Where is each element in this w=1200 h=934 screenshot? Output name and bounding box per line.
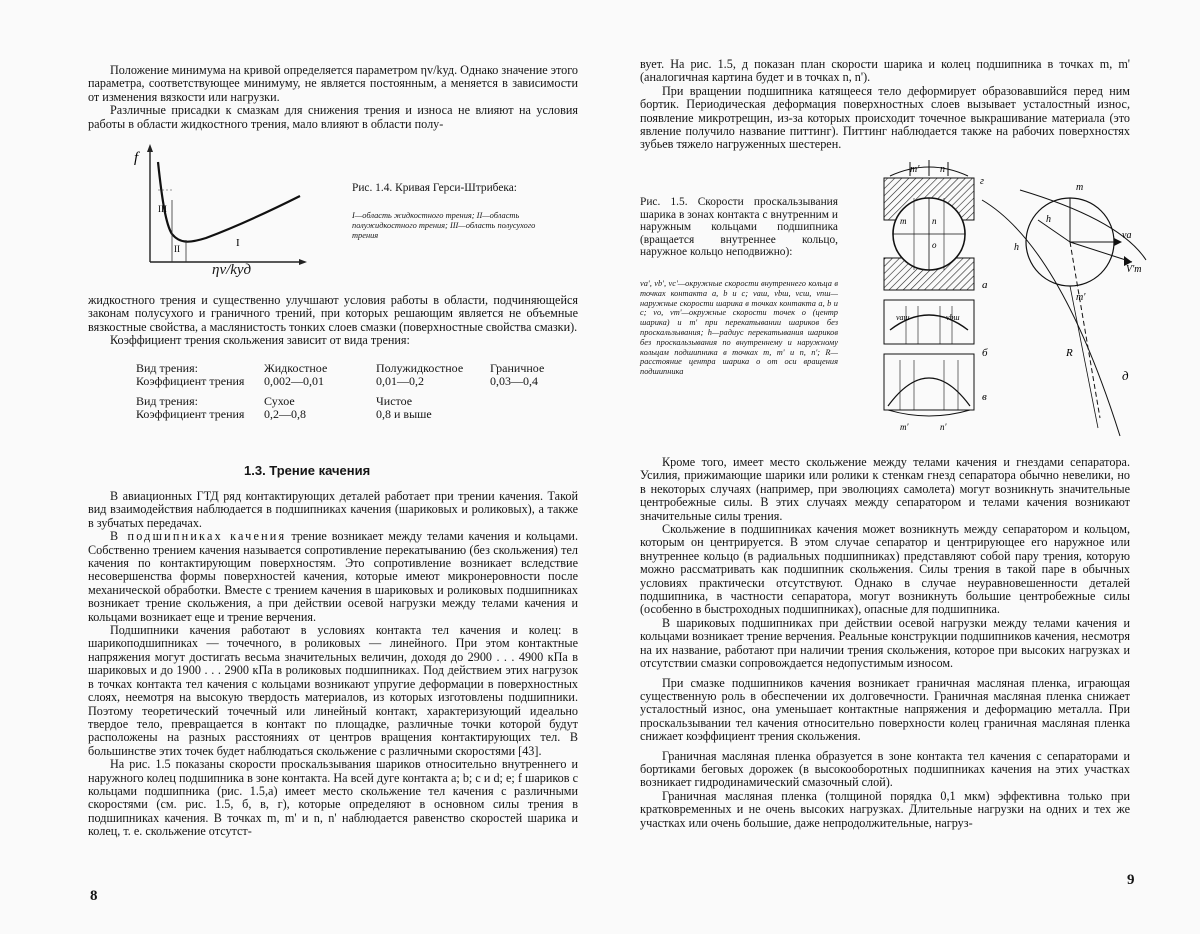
region-i-label: I [236,237,240,249]
svg-text:б: б [982,347,988,359]
ball-bearing-velocity-figure [870,160,1160,450]
table-row: Вид трения: Жидкостное Полужидкостное Граничное [136,361,545,375]
right-paragraph-body: Кроме того, имеет место скольжение между телами качения и гнездами сепаратора. Усилия, прижимающие шарики или ролики к стенкам гнезд сепаратора обычно невелики, но в некоторых случаях (например, при эволюциях самолета) могут возникнуть значительные центробежные силы. В этих случаях между сепаратором и телами качения возникают значительные силы трения. Скольжение в подшипниках качения может возникнуть между сепаратором и кольцом, которым он центрируется. В этом случае сепаратор и центрирующее его наружное или внутреннее кольцо (в радиальных подшипниках) представляют собой пару трения, которую можно рассматривать как подшипник скольжения. Силы трения в такой паре в обычных условиях практически отсутствуют. Однако в случае неуравновешенности деталей подшипника, в частности сепаратора, могут возникнуть большие центробежные силы (особенно в быстроходных подшипниках), опасные для подшипника. В шариковых подшипниках при действии осевой нагрузки между телами качения и кольцами возникает трение верчения. Реальные конструкции подшипников качения, несмотря на их название, работают при наличии трения скольжения, которое при высоких нагрузках и отсутствии смазки сопровождается недопустимым износом. При смазке подшипников качения возникает граничная масляная пленка, играющая существенную роль в обеспечении их долговечности. Граничная масляная пленка снижает усталостный износ, она уменьшает контактные напряжения и деформацию металла. При проскальзывании тел качения относительно поверхности колец граничная масляная пленка снижает коэффициент трения скольжения. Граничная масляная пленка образуется в зоне контакта тел качения с сепараторами и бортиками беговых дорожек (в высокооборотных подшипниках качения на этих участках возникает гидродинамический смазочный слой). Граничная масляная пленка (толщиной порядка 0,1 мкм) эффективна только при кратковременных и не очень высоких нагрузках. Длительные нагрузки на одних и тех же участках или очень большие, даже непродолжительные, нагруз- [640,455,1130,830]
svg-text:m': m' [1076,292,1086,303]
stribeck-curve-figure [128,140,308,280]
region-iii-label: III [158,204,167,214]
figure-1-5-caption: Рис. 1.5. Скорости проскальзывания шарика в зонах контакта с внутренним и наружным кольцами подшипника (вращается внутреннее кольцо, наружное кольцо неподвижно): [640,196,838,259]
svg-text:n: n [940,164,945,175]
region-ii-label: II [174,244,180,254]
svg-text:г: г [980,176,984,187]
svg-text:n': n' [940,422,947,432]
svg-text:h: h [1014,242,1019,253]
page-number-right: 9 [1127,872,1135,888]
table-row: Коэффициент трения 0,002—0,01 0,01—0,2 0,03—0,4 [136,374,538,389]
friction-coefficient-table [124,362,544,422]
svg-text:m: m [900,216,907,226]
svg-text:n: n [932,216,937,226]
left-paragraph-body: В авиационных ГТД ряд контактирующих деталей работает при трении качения. Такой вид взаимодействия наблюдается в подшипниках качения (шариковых и роликовых), а также в зубчатых передачах. В подшипниках качения трение возникает между телами качения и кольцами. Собственно трением качения называется сопротивление перекатыванию (без скольжения) тел качения по контактирующим поверхностям. Это сопротивление возникает вследствие несовершенства формы поверхностей качения, которые имеют микронеровности после механической обработки. Вместе с трением качения в шариковых и роликовых подшипниках возникает трение скольжения, а при действии осевой нагрузки между телами качения и кольцами возникает еще и трение верчения. Подшипники качения работают в условиях контакта тел качения и колец: в шарикоподшипниках — точечного, в роликовых — линейного. При этом контактные напряжения могут достигать весьма значительных величин, доходя до 2900 . . . 4900 кПа в шариковых и до 1900 . . . 2900 кПа в роликовых подшипниках. Под действием этих нагрузок в точках контакта тел качения с кольцами возникают упругие деформации в поверхностных слоях, неемотря на высокую твердость материалов, из которых изготовлены подшипники. Поэтому теоретический точечный или линейный контакт, характеризующий идеально твердое тело, превращается в контакт по площадке, различные точки которой будут расположены на разных расстояниях от центров вращения контактирующих тел. В большинстве этих точек будет наблюдаться скольжение с различными скоростями [43]. На рис. 1.5 показаны скорости проскальзывания шариков относительно внутреннего и наружного колец подшипника в зоне контакта. На всей дуге контакта a; b; c и d; e; f шариков с кольцами подшипника (рис. 1.5,a) имеет место скольжение тел качения с различными скоростями (см. рис. 1.5, б, в, г), которые определяют в основном силы трения в подшипниках качения. В точках m, m' и n, n' наблюдается равенство скоростей шарика и колец, т. е. скольжение отсутст- [88,489,578,839]
table-row: Вид трения: Сухое Чистое [136,393,413,408]
svg-text:в: в [982,391,987,403]
figure-1-4-legend: I—область жидкостного трения; II—область полужидкостного трения; III—область полусухого трения [352,211,536,240]
svg-text:V'm: V'm [1126,264,1142,275]
section-heading: 1.3. Трение качения [244,463,371,478]
svg-text:vа: vа [1122,230,1132,241]
left-paragraph-3: жидкостного трения и существенно улучшают условия работы в области, подчиняющейся законам полусухого и граничного трений, при которых решающим является не объемные вязкостные свойства, а маслянистость тонких слоев смазки (поверхностные свойства смазки). Коэффициент трения скольжения зависит от вида трения: [88,293,578,348]
svg-text:vаш: vаш [896,313,910,322]
svg-text:m': m' [910,164,920,175]
figure-1-5-legend: vа', vb', vc'—окружные скорости внутреннего кольца в точках контакта a, b и c; vаш, vbш, vcш, vnш—наружные скорости шарика в точках контакта a, b и c; vо, vm'—окружные скорости точек o (центр шарика) и m' при перекатывании шариков без проскальзывания; h—радиус перекатывания шариков без проскальзывания по внутреннему и наружному кольцам подшипника в точках m, m' и n, n'; R—расстояние центра шарика о от оси вращения подшипника [640,279,838,377]
svg-text:m': m' [900,422,909,432]
svg-text:vbш: vbш [946,313,960,322]
svg-text:m: m [1076,182,1084,193]
right-paragraph-top: вует. На рис. 1.5, д показан план скорости шарика и колец подшипника в точках m, m' (аналогичная картина будет и в точках n, n'). При вращении подшипника катящееся тело деформирует образовавшийся перед ним бортик. Периодическая деформация поверхностных слоев вызывает усталостный износ, появление микротрещин, из-за которых происходит точечное выкрашивание материала (это явление получило название питтинг). Питтинг наблюдается также на рабочих поверхностях зубьев тяжело нагруженных шестерен. [640,57,1130,152]
figure-1-4-caption: Рис. 1.4. Кривая Герси-Штрибека: [352,182,517,194]
right-page [600,0,1200,934]
left-paragraph-1: Положение минимума на кривой определяется параметром ηv/kуд. Однако значение этого параметра, соответствующее минимуму, не является постоянным, а меняется в зависимости от изменения вязкости или нагрузки. Различные присадки к смазкам для снижения трения и износа не влияют на условия работы в области жидкостного трения, мало влияют в области полу- [88,63,578,131]
table-row: Коэффициент трения 0,2—0,8 0,8 и выше [136,407,432,422]
svg-text:д: д [1122,368,1129,383]
svg-text:h: h [1046,214,1051,225]
svg-text:R: R [1066,347,1073,359]
svg-text:o: o [932,240,937,250]
svg-text:a: a [982,279,988,291]
page-number-left: 8 [90,888,98,904]
y-axis-label: f [134,150,139,166]
x-axis-label: ηv/kуд [212,262,252,278]
